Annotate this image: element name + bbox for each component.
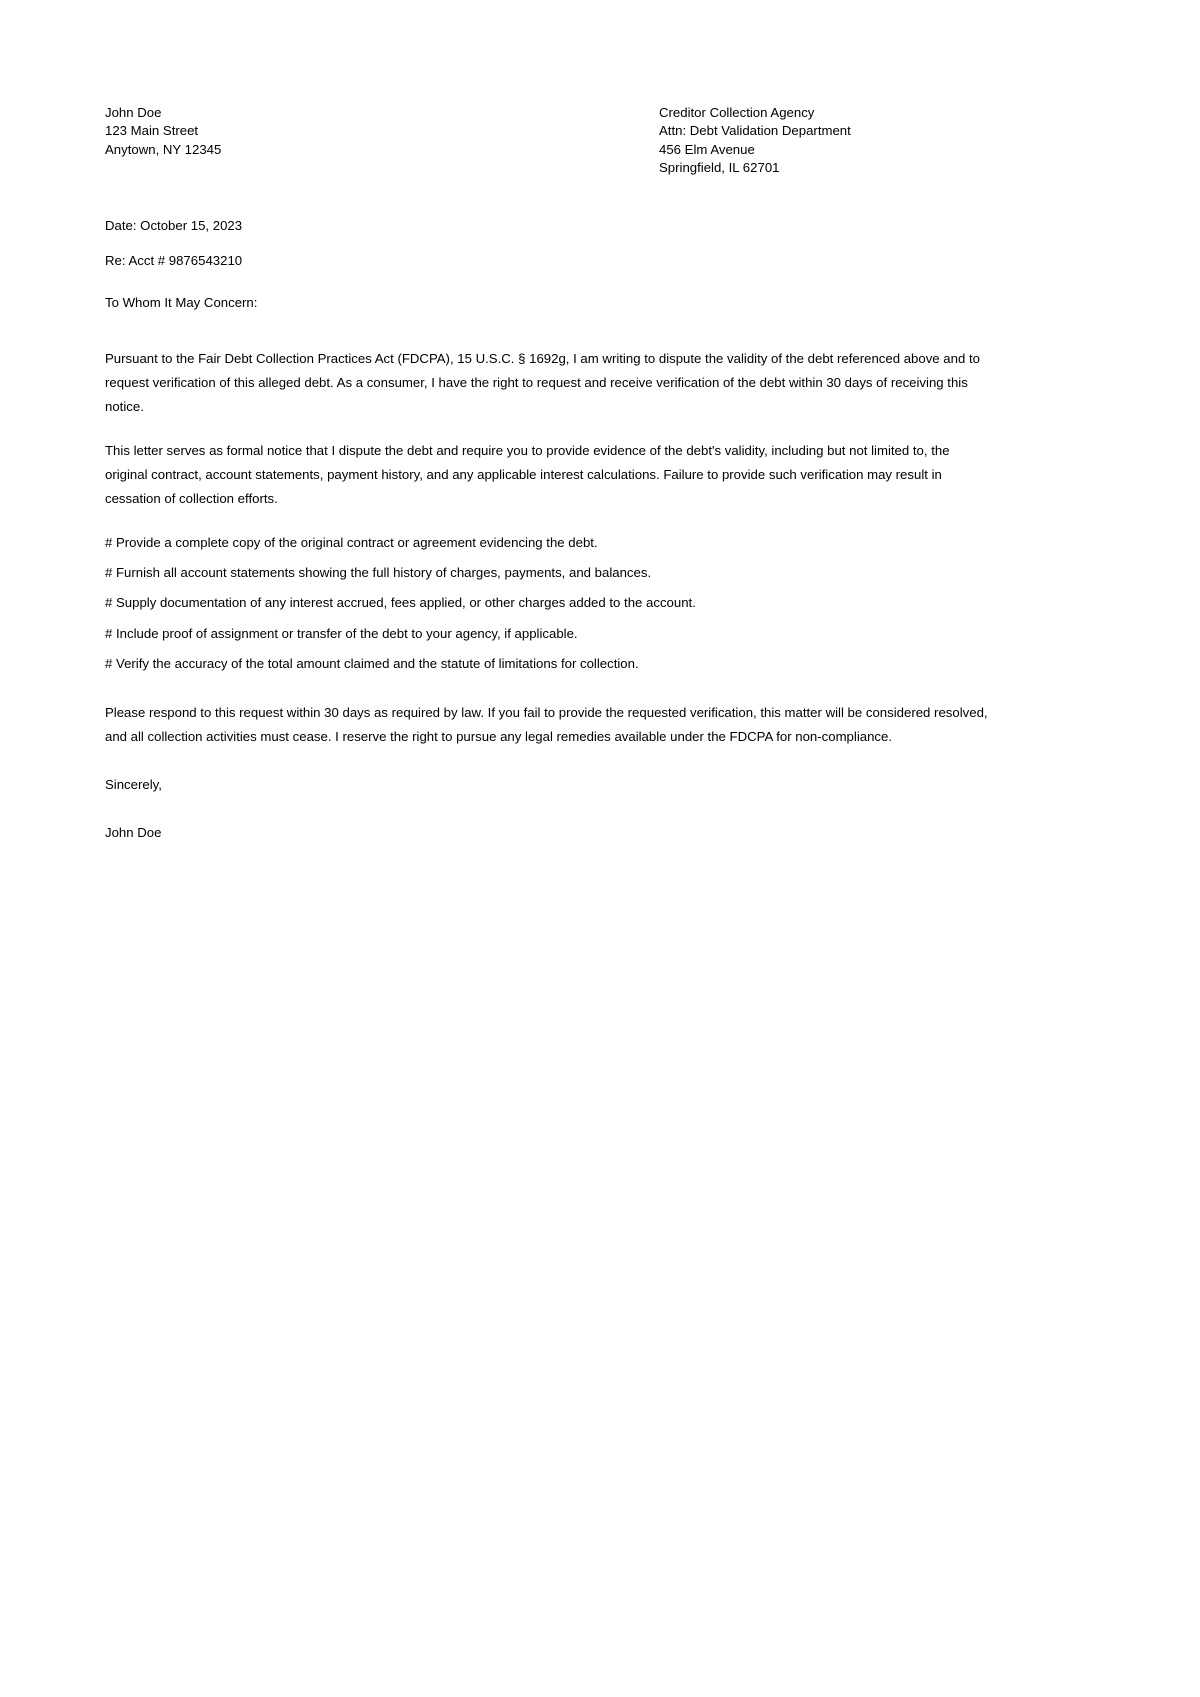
list-item: # Provide a complete copy of the original contract or agreement evidencing the debt.: [105, 534, 598, 550]
verification-request-list: [105, 531, 995, 676]
letter-body: [105, 0, 995, 843]
list-item: # Furnish all account statements showing the full history of charges, payments, and balances.: [105, 564, 652, 580]
address-header: [105, 104, 995, 178]
salutation: To Whom It May Concern:: [105, 295, 258, 311]
body-paragraph-1: Pursuant to the Fair Debt Collection Practices Act (FDCPA), 15 U.S.C. § 1692g, I am writing to dispute the validity of the debt referenced above and to request verification of this alleged debt. As a consumer, I have the right to request and receive verification of the debt within 30 days of receiving this notice.: [105, 350, 980, 415]
closing-paragraph: Please respond to this request within 30 days as required by law. If you fail to provide the requested verification, this matter will be considered resolved, and all collection activities must cease. I reserve the right to pursue any legal remedies available under the FDCPA for non-compliance.: [105, 705, 988, 745]
sender-street: 123 Main Street: [105, 123, 199, 139]
signature-name: John Doe: [105, 825, 162, 841]
list-item: # Verify the accuracy of the total amount claimed and the statute of limitations for collection.: [105, 655, 639, 671]
body-paragraph-2: This letter serves as formal notice that I dispute the debt and require you to provide evidence of the debt's validity, including but not limited to, the original contract, account statements, payment history, and any applicable interest calculations. Failure to provide such verification may result in cessation of collection efforts.: [105, 442, 950, 507]
sender-city-state-zip: Anytown, NY 12345: [105, 141, 222, 157]
sender-name: John Doe: [105, 105, 162, 120]
recipient-attention: Attn: Debt Validation Department: [659, 123, 851, 139]
letter-meta-block: [105, 217, 995, 271]
letter-sheet: [105, 0, 995, 843]
sender-address-block: [105, 104, 659, 159]
recipient-street: 456 Elm Avenue: [659, 141, 755, 157]
recipient-city-state-zip: Springfield, IL 62701: [659, 160, 780, 176]
date-line: Date: October 15, 2023: [105, 217, 243, 233]
list-item: # Supply documentation of any interest accrued, fees applied, or other charges added to the account.: [105, 595, 696, 611]
list-item: # Include proof of assignment or transfer of the debt to your agency, if applicable.: [105, 625, 578, 641]
signoff-line: Sincerely,: [105, 776, 162, 792]
recipient-company: Creditor Collection Agency: [659, 105, 815, 120]
recipient-address-block: [659, 104, 995, 178]
account-reference-line: Re: Acct # 9876543210: [105, 253, 243, 269]
